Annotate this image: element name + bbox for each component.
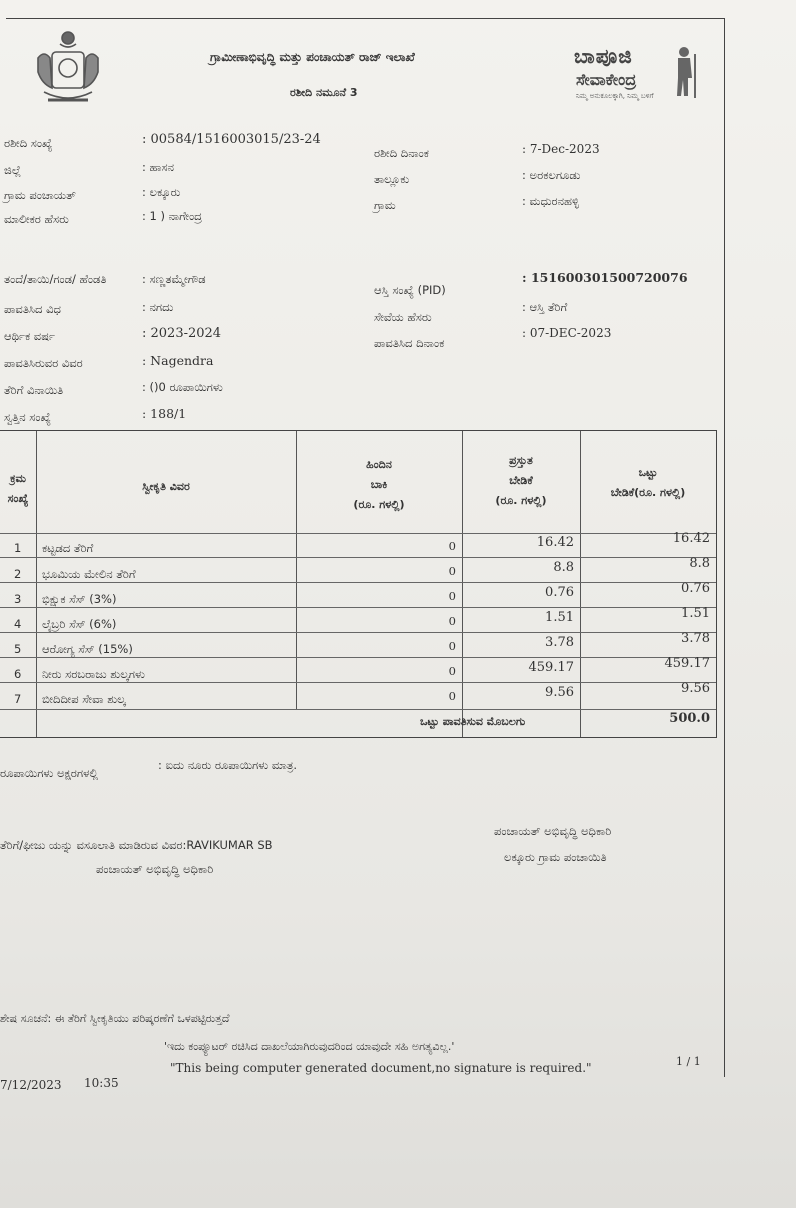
- form-title: ರಶೀದಿ ನಮೂನೆ 3: [290, 86, 358, 99]
- value-receipt-number: : 00584/1516003015/23-24: [142, 132, 321, 147]
- amount-words-label: ರೂಪಾಯಿಗಳು ಅಕ್ಷರಗಳಲ್ಲಿ: [0, 766, 99, 780]
- value-payment-mode: : ನಗದು: [142, 300, 174, 314]
- amount-words-value: : ಐದು ನೂರು ರೂಪಾಯಿಗಳು ಮಾತ್ರ.: [158, 758, 298, 772]
- logo-subtitle: ಸೇವಾಕೇಂದ್ರ: [576, 70, 637, 89]
- value-pid: : 151600301500720076: [522, 270, 688, 285]
- logo-title: ಬಾಪೂಜಿ: [574, 44, 633, 68]
- label-district: ಜಿಲ್ಲೆ: [4, 163, 22, 177]
- total-payable-label: ಒಟ್ಟು ಪಾವತಿಸುವ ಮೊಬಲಗು: [420, 715, 526, 728]
- value-payer: : Nagendra: [142, 353, 214, 368]
- label-owner-name: ಮಾಲೀಕರ ಹೆಸರು: [4, 212, 69, 226]
- value-district: : ಹಾಸನ: [142, 160, 175, 174]
- value-receipt-date: : 7-Dec-2023: [522, 142, 600, 156]
- header-sno: ಕ್ರಮ ಸಂಖ್ಯೆ: [7, 472, 29, 505]
- page-number: 1 / 1: [676, 1055, 701, 1068]
- gandhi-figure-icon: [666, 44, 702, 100]
- label-taluk: ತಾಲ್ಲೂಕು: [374, 172, 410, 186]
- header-total-demand: ಒಟ್ಟು ಬೇಡಿಕೆ(ರೂ. ಗಳಲ್ಲಿ): [610, 466, 686, 499]
- label-gram-panchayat: ಗ್ರಾಮ ಪಂಚಾಯತ್: [4, 188, 76, 202]
- print-date: 7/12/2023: [0, 1078, 62, 1092]
- value-village: : ಮಧುರನಹಳ್ಳಿ: [522, 194, 579, 208]
- officer-title: ಪಂಚಾಯತ್ ಅಭಿವೃದ್ಧಿ ಅಧಿಕಾರಿ: [494, 824, 612, 838]
- label-payer: ಪಾವತಿಸಿರುವರ ವಿವರ: [4, 356, 83, 370]
- label-receipt-date: ರಶೀದಿ ದಿನಾಂಕ: [374, 146, 429, 160]
- bapuji-logo: [574, 44, 704, 110]
- label-tax-exemption: ತೆರಿಗೆ ವಿನಾಯಿತಿ: [4, 383, 64, 397]
- value-property-number: : 188/1: [142, 406, 187, 421]
- label-village: ಗ್ರಾಮ: [374, 198, 396, 212]
- label-receipt-number: ರಶೀದಿ ಸಂಖ್ಯೆ: [4, 136, 53, 150]
- value-gram-panchayat: : ಲಕ್ಕೂರು: [142, 185, 181, 199]
- label-pid: ಆಸ್ತಿ ಸಂಖ್ಯೆ (PID): [374, 283, 446, 297]
- footer-note: ಶೇಷ ಸೂಚನೆ: ಈ ತೆರಿಗೆ ಸ್ವೀಕೃತಿಯು ಪರಿಷ್ಕರಣೆಗೆ ಒಳಪಟ್ಟಿರುತ್ತದೆ: [0, 1012, 230, 1025]
- row-divider: [0, 709, 716, 710]
- value-taluk: : ಅರಕಲಗೂಡು: [522, 168, 581, 182]
- header-previous-balance: ಹಿಂದಿನ ಬಾಕಿ (ರೂ. ಗಳಲ್ಲಿ): [353, 458, 405, 511]
- collector-line: ತೆರಿಗೆ/ಫೀಜು ಯನ್ನು ವಸೂಲಾತಿ ಮಾಡಿರುವ ವಿವರ:RAVIKUMAR SB: [0, 838, 273, 852]
- state-emblem-icon: [30, 28, 106, 112]
- value-relation: : ಸಣ್ಣತಮ್ಮೇಗೌಡ: [142, 272, 206, 286]
- label-paid-date: ಪಾವತಿಸಿದ ದಿನಾಂಕ: [374, 336, 445, 350]
- value-service-name: : ಆಸ್ತಿ ತೆರಿಗೆ: [522, 300, 568, 314]
- footer-english-quote: "This being computer generated document,no signature is required.": [170, 1061, 592, 1075]
- department-title: ಗ್ರಾಮೀಣಾಭಿವೃದ್ಧಿ ಮತ್ತು ಪಂಚಾಯತ್ ರಾಜ್ ಇಲಾಖೆ: [210, 50, 415, 64]
- total-payable-value: 500.0: [669, 711, 710, 726]
- label-payment-mode: ಪಾವತಿಸಿದ ವಿಧ: [4, 302, 61, 316]
- label-financial-year: ಆರ್ಥಿಕ ವರ್ಷ: [4, 329, 55, 343]
- label-service-name: ಸೇವೆಯ ಹೆಸರು: [374, 310, 432, 324]
- footer-kannada-quote: 'ಇದು ಕಂಪ್ಯೂಟರ್ ರಚಿಸಿದ ದಾಖಲೆಯಾಗಿರುವುದರಿಂದ ಯಾವುದೇ ಸಹಿ ಅಗತ್ಯವಿಲ್ಲ.': [164, 1040, 455, 1053]
- value-financial-year: : 2023-2024: [142, 326, 222, 341]
- value-tax-exemption: : ()0 ರೂಪಾಯಿಗಳು: [142, 380, 223, 394]
- header-description: ಸ್ವೀಕೃತಿ ವಿವರ: [142, 480, 190, 493]
- header-current-demand: ಪ್ರಸ್ತುತ ಬೇಡಿಕೆ (ರೂ. ಗಳಲ್ಲಿ): [495, 454, 547, 507]
- label-relation: ತಂದೆ/ತಾಯಿ/ಗಂಡ/ ಹೆಂಡತಿ: [4, 272, 107, 286]
- officer-office: ಲಕ್ಕೂರು ಗ್ರಾಮ ಪಂಚಾಯಿತಿ: [504, 850, 607, 864]
- label-property-number: ಸ್ವತ್ತಿನ ಸಂಖ್ಯೆ: [4, 410, 51, 424]
- print-time: 10:35: [84, 1076, 119, 1090]
- collector-role: ಪಂಚಾಯತ್ ಅಭಿವೃದ್ಧಿ ಅಧಿಕಾರಿ: [96, 862, 214, 876]
- receipt-table: ಕ್ರಮ ಸಂಖ್ಯೆ ಸ್ವೀಕೃತಿ ವಿವರ ಹಿಂದಿನ ಬಾಕಿ (ರೂ. ಗಳಲ್ಲಿ) ಪ್ರಸ್ತುತ ಬೇಡಿಕೆ (ರೂ. ಗಳಲ್ಲಿ) ಒಟ್ಟು ಬೇಡಿಕೆ(ರೂ. ಗಳಲ್ಲಿ) 1 ಕಟ್ಟಡದ ತೆರಿಗೆ 0 16.42 16.42 2 ಭೂಮಿಯ ಮೇಲಿನ ತೆರಿಗೆ 0 8.8 8.8 3 ಭಿಕ್ಷುಕ ಸೆಸ್ (3%) 0 0.76 0.76 4 ಲೈಬ್ರರಿ ಸೆಸ್ (6%) 0 1.51 1.51 5 ಆರೋಗ್ಯ ಸೆಸ್ (15%) 0 3.78 3.78 6 ನೀರು ಸರಬರಾಜು ಶುಲ್ಕಗಳು 0 459.17 459.17 7 ಬೀದಿದೀಪ ಸೇವಾ ಶುಲ್ಕ 0 9.56 9.56 ಒಟ್ಟು ಪಾವತಿಸುವ ಮೊಬಲಗು 500.0: [0, 430, 717, 738]
- logo-tagline: ನಿಮ್ಮ ಅನುಕೂಲಕ್ಕಾಗಿ, ನಿಮ್ಮ ಬಳಿಗೆ: [576, 92, 654, 100]
- value-paid-date: : 07-DEC-2023: [522, 326, 612, 340]
- value-owner-name: : 1 ) ನಾಗೇಂದ್ರ: [142, 209, 203, 223]
